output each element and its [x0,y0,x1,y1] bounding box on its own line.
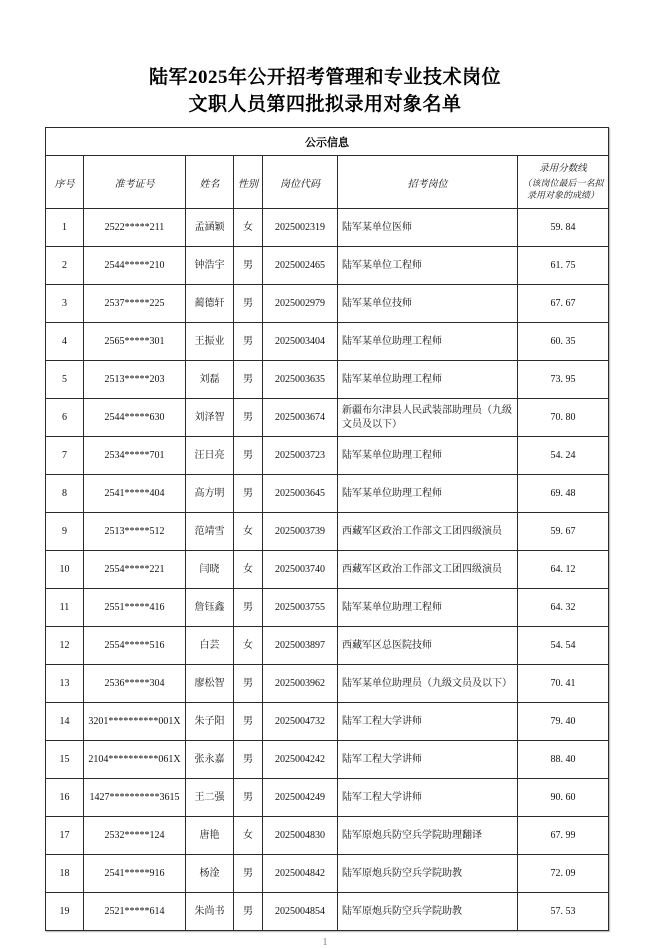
table-row [46,513,609,551]
score: 90. 60 [518,779,609,817]
column-header-row [46,156,609,209]
position-code: 2025004854 [263,893,338,931]
col-header-gender: 性别 [234,156,263,209]
table-body [46,209,609,931]
candidate-name: 范靖雪 [186,513,234,551]
row-index: 17 [46,817,84,855]
table-row [46,285,609,323]
candidate-name: 朱尚书 [186,893,234,931]
position-title: 陆军某单位助理工程师 [338,475,518,513]
score: 70. 80 [518,399,609,437]
score: 54. 24 [518,437,609,475]
gender: 男 [234,361,263,399]
row-index: 19 [46,893,84,931]
ticket-number: 2544*****630 [84,399,186,437]
table-row [46,665,609,703]
col-header-ticket: 准考证号 [84,156,186,209]
candidate-name: 闫晓 [186,551,234,589]
table-row [46,817,609,855]
table-row [46,551,609,589]
candidate-name: 王振业 [186,323,234,361]
table-row [46,741,609,779]
row-index: 12 [46,627,84,665]
table-row [46,855,609,893]
position-code: 2025002979 [263,285,338,323]
position-code: 2025003739 [263,513,338,551]
row-index: 8 [46,475,84,513]
table-row [46,703,609,741]
position-code: 2025002319 [263,209,338,247]
gender: 男 [234,475,263,513]
position-title: 西藏军区总医院技师 [338,627,518,665]
score: 69. 48 [518,475,609,513]
ticket-number: 2551*****416 [84,589,186,627]
table-row [46,361,609,399]
position-code: 2025003740 [263,551,338,589]
position-code: 2025004242 [263,741,338,779]
score: 59. 84 [518,209,609,247]
table-row [46,475,609,513]
table-row [46,589,609,627]
ticket-number: 2537*****225 [84,285,186,323]
position-code: 2025003635 [263,361,338,399]
gender: 男 [234,437,263,475]
score: 57. 53 [518,893,609,931]
table-row [46,247,609,285]
table-row [46,399,609,437]
position-code: 2025004830 [263,817,338,855]
score: 64. 12 [518,551,609,589]
candidate-name: 高方明 [186,475,234,513]
score: 54. 54 [518,627,609,665]
gender: 男 [234,665,263,703]
ticket-number: 2565*****301 [84,323,186,361]
candidate-name: 汪日亮 [186,437,234,475]
table-row [46,893,609,931]
gender: 男 [234,247,263,285]
table-row [46,209,609,247]
row-index: 4 [46,323,84,361]
ticket-number: 2532*****124 [84,817,186,855]
position-title: 陆军原炮兵防空兵学院助教 [338,893,518,931]
gender: 男 [234,589,263,627]
position-title: 陆军某单位技师 [338,285,518,323]
row-index: 6 [46,399,84,437]
row-index: 3 [46,285,84,323]
ticket-number: 2554*****516 [84,627,186,665]
gender: 男 [234,893,263,931]
col-header-score-sub: （该岗位最后一名拟录用对象的成绩） [522,177,604,200]
row-index: 16 [46,779,84,817]
row-index: 2 [46,247,84,285]
page-number: 1 [322,937,328,948]
position-code: 2025002465 [263,247,338,285]
gender: 女 [234,817,263,855]
ticket-number: 2513*****512 [84,513,186,551]
col-header-score-main: 录用分数线 [539,163,587,174]
ticket-number: 2534*****701 [84,437,186,475]
table-row [46,779,609,817]
gender: 男 [234,399,263,437]
position-code: 2025003404 [263,323,338,361]
document-title-line2: 文职人员第四批拟录用对象名单 [188,94,462,115]
position-title: 陆军原炮兵防空兵学院助教 [338,855,518,893]
ticket-number: 2541*****916 [84,855,186,893]
ticket-number: 2522*****211 [84,209,186,247]
position-title: 陆军某单位助理员（九级文员及以下） [338,665,518,703]
gender: 女 [234,513,263,551]
gender: 男 [234,323,263,361]
position-title: 陆军某单位助理工程师 [338,437,518,475]
candidate-name: 孟涵颖 [186,209,234,247]
score: 79. 40 [518,703,609,741]
score: 64. 32 [518,589,609,627]
candidate-name: 张永嘉 [186,741,234,779]
row-index: 13 [46,665,84,703]
gender: 男 [234,285,263,323]
score: 70. 41 [518,665,609,703]
candidate-name: 刘泽智 [186,399,234,437]
position-title: 陆军工程大学讲师 [338,703,518,741]
row-index: 5 [46,361,84,399]
row-index: 18 [46,855,84,893]
candidate-name: 刘磊 [186,361,234,399]
position-code: 2025003674 [263,399,338,437]
gender: 女 [234,627,263,665]
position-code: 2025003897 [263,627,338,665]
document-title-line1: 陆军2025年公开招考管理和专业技术岗位 [148,67,501,88]
ticket-number: 2513*****203 [84,361,186,399]
table-row [46,323,609,361]
position-title: 西藏军区政治工作部文工团四级演员 [338,513,518,551]
row-index: 9 [46,513,84,551]
col-header-name: 姓名 [186,156,234,209]
table-row [46,627,609,665]
position-code: 2025003723 [263,437,338,475]
position-title: 陆军工程大学讲师 [338,741,518,779]
position-title: 新疆布尔津县人民武装部助理员（九级文员及以下） [338,399,518,437]
candidate-name: 朱子阳 [186,703,234,741]
candidate-name: 杨淦 [186,855,234,893]
ticket-number: 3201**********001X [84,703,186,741]
ticket-number: 2554*****221 [84,551,186,589]
col-header-position: 招考岗位 [338,156,518,209]
candidate-name: 詹钰鑫 [186,589,234,627]
gender: 女 [234,551,263,589]
position-code: 2025003962 [263,665,338,703]
score: 59. 67 [518,513,609,551]
score: 60. 35 [518,323,609,361]
score: 67. 99 [518,817,609,855]
candidate-name: 蔺德轩 [186,285,234,323]
position-code: 2025004249 [263,779,338,817]
position-title: 陆军原炮兵防空兵学院助理翻译 [338,817,518,855]
position-code: 2025003645 [263,475,338,513]
candidate-name: 白芸 [186,627,234,665]
score: 72. 09 [518,855,609,893]
position-code: 2025003755 [263,589,338,627]
gender: 男 [234,703,263,741]
row-index: 15 [46,741,84,779]
col-header-code: 岗位代码 [263,156,338,209]
candidate-name: 钟浩宇 [186,247,234,285]
ticket-number: 2544*****210 [84,247,186,285]
section-title: 公示信息 [46,128,609,156]
position-title: 陆军工程大学讲师 [338,779,518,817]
roster-table [45,127,609,931]
col-header-score [518,156,609,209]
document-title [0,0,650,118]
candidate-name: 唐艳 [186,817,234,855]
candidate-name: 王二强 [186,779,234,817]
ticket-number: 2521*****614 [84,893,186,931]
position-title: 西藏军区政治工作部文工团四级演员 [338,551,518,589]
position-code: 2025004732 [263,703,338,741]
position-title: 陆军某单位医师 [338,209,518,247]
position-title: 陆军某单位助理工程师 [338,323,518,361]
position-title: 陆军某单位助理工程师 [338,361,518,399]
gender: 男 [234,741,263,779]
score: 88. 40 [518,741,609,779]
row-index: 11 [46,589,84,627]
position-code: 2025004842 [263,855,338,893]
ticket-number: 2536*****304 [84,665,186,703]
gender: 男 [234,855,263,893]
position-title: 陆军某单位工程师 [338,247,518,285]
row-index: 7 [46,437,84,475]
gender: 男 [234,779,263,817]
row-index: 10 [46,551,84,589]
gender: 女 [234,209,263,247]
table-row [46,437,609,475]
col-header-no: 序号 [46,156,84,209]
score: 61. 75 [518,247,609,285]
score: 73. 95 [518,361,609,399]
row-index: 14 [46,703,84,741]
row-index: 1 [46,209,84,247]
ticket-number: 2104**********061X [84,741,186,779]
position-title: 陆军某单位助理工程师 [338,589,518,627]
candidate-name: 廖松智 [186,665,234,703]
ticket-number: 2541*****404 [84,475,186,513]
ticket-number: 1427**********3615 [84,779,186,817]
score: 67. 67 [518,285,609,323]
section-header-row [46,128,609,156]
